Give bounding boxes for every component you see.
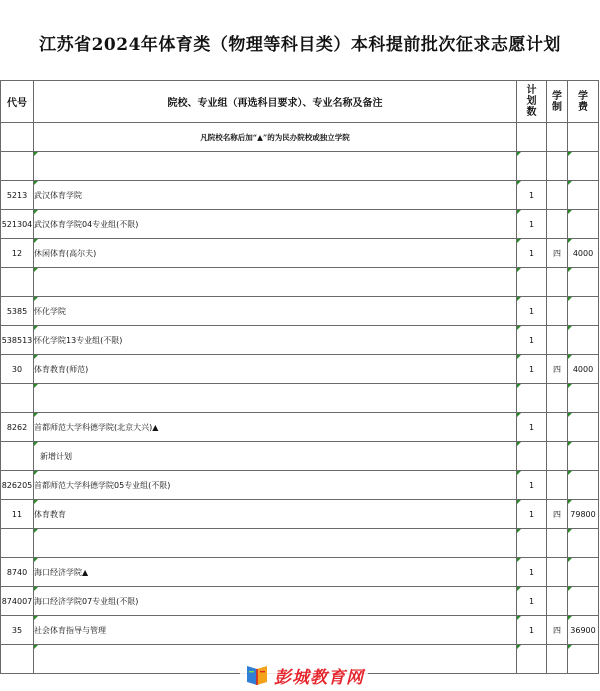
row-plan-cell: 1 [517,587,547,616]
row-fee-cell [568,413,599,442]
row-code-cell: 5385 [1,297,34,326]
row-code-cell [1,268,34,297]
row-fee-cell: 36900 [568,616,599,645]
row-name-cell: 武汉体育学院 [34,181,517,210]
row-plan-cell: 1 [517,558,547,587]
document-title: 江苏省2024年体育类（物理等科目类）本科提前批次征求志愿计划 [39,35,561,55]
row-length-cell [547,471,568,500]
row-length-cell [547,413,568,442]
cell-marker-icon [517,413,521,417]
table-header-row [1,81,599,123]
row-fee-cell [568,210,599,239]
cell-marker-icon [517,587,521,591]
table-row [1,210,599,239]
cell-marker-icon [34,471,38,475]
row-length-cell [547,384,568,413]
row-plan-cell: 1 [517,210,547,239]
cell-marker-icon [568,268,572,272]
table-row [1,442,599,471]
row-code-cell: 11 [1,500,34,529]
column-header-plan: 计 划 数 [517,81,547,123]
cell-marker-icon [517,558,521,562]
row-fee-cell [568,529,599,558]
row-plan-cell: 1 [517,181,547,210]
cell-marker-icon [34,355,38,359]
row-code-cell: 874007 [1,587,34,616]
row-plan-cell [517,442,547,471]
cell-marker-icon [34,587,38,591]
table-row [1,471,599,500]
cell-marker-icon [568,616,572,620]
cell-marker-icon [568,529,572,533]
row-plan-cell: 1 [517,413,547,442]
row-length-cell [547,645,568,674]
cell-marker-icon [34,239,38,243]
table-row [1,529,599,558]
row-plan-cell: 1 [517,326,547,355]
cell-marker-icon [568,500,572,504]
cell-marker-icon [34,384,38,388]
row-plan-cell: 1 [517,239,547,268]
cell-marker-icon [568,239,572,243]
row-length-cell [547,210,568,239]
cell-marker-icon [568,384,572,388]
cell-marker-icon [34,181,38,185]
table-row [1,239,599,268]
row-fee-cell [568,558,599,587]
cell-marker-icon [34,616,38,620]
row-fee-cell [568,587,599,616]
column-header-fee: 学 费 [568,81,599,123]
row-code-cell [1,645,34,674]
table-row [1,297,599,326]
row-fee-cell [568,471,599,500]
row-plan-cell [517,384,547,413]
row-code-cell: 8262 [1,413,34,442]
row-fee-cell [568,268,599,297]
open-book-logo-icon [244,663,270,687]
table-row [1,355,599,384]
note-fee-cell [568,123,599,152]
row-name-cell [34,384,517,413]
row-plan-cell: 1 [517,500,547,529]
site-watermark [240,662,368,688]
row-length-cell: 四 [547,239,568,268]
note-code-cell [1,123,34,152]
table-row [1,326,599,355]
cell-marker-icon [34,529,38,533]
row-plan-cell [517,268,547,297]
cell-marker-icon [568,297,572,301]
cell-marker-icon [34,442,38,446]
cell-marker-icon [568,645,572,649]
row-name-cell: 新增计划 [34,442,517,471]
row-code-cell: 12 [1,239,34,268]
row-name-cell: 怀化学院 [34,297,517,326]
cell-marker-icon [517,326,521,330]
cell-marker-icon [517,297,521,301]
row-length-cell [547,326,568,355]
row-length-cell: 四 [547,616,568,645]
row-fee-cell [568,181,599,210]
row-fee-cell [568,297,599,326]
row-name-cell: 海口经济学院07专业组(不限) [34,587,517,616]
table-row [1,616,599,645]
table-row [1,268,599,297]
cell-marker-icon [517,210,521,214]
row-fee-cell [568,645,599,674]
cell-marker-icon [517,645,521,649]
note-row [1,123,599,152]
row-code-cell: 5213 [1,181,34,210]
row-code-cell [1,442,34,471]
row-code-cell: 35 [1,616,34,645]
table-row [1,413,599,442]
column-header-name: 院校、专业组（再选科目要求）、专业名称及备注 [34,81,517,123]
row-name-cell: 海口经济学院▲ [34,558,517,587]
row-code-cell [1,529,34,558]
cell-marker-icon [34,152,38,156]
row-code-cell: 521304 [1,210,34,239]
table-row [1,558,599,587]
cell-marker-icon [34,326,38,330]
row-length-cell [547,558,568,587]
cell-marker-icon [34,268,38,272]
row-fee-cell [568,326,599,355]
row-fee-cell [568,442,599,471]
row-length-cell [547,152,568,181]
cell-marker-icon [568,355,572,359]
cell-marker-icon [517,384,521,388]
row-name-cell: 武汉体育学院04专业组(不限) [34,210,517,239]
cell-marker-icon [517,616,521,620]
table-row [1,587,599,616]
cell-marker-icon [568,442,572,446]
table-row [1,384,599,413]
row-name-cell: 怀化学院13专业组(不限) [34,326,517,355]
row-fee-cell: 79800 [568,500,599,529]
cell-marker-icon [568,210,572,214]
cell-marker-icon [517,471,521,475]
row-length-cell [547,587,568,616]
cell-marker-icon [517,500,521,504]
cell-marker-icon [517,181,521,185]
cell-marker-icon [517,442,521,446]
row-length-cell: 四 [547,500,568,529]
row-fee-cell [568,152,599,181]
row-length-cell [547,297,568,326]
cell-marker-icon [34,413,38,417]
watermark-text: 彭城教育网 [274,667,364,688]
row-fee-cell [568,384,599,413]
row-name-cell: 体育教育 [34,500,517,529]
cell-marker-icon [568,181,572,185]
table-row [1,181,599,210]
enrollment-plan-table [0,80,599,674]
cell-marker-icon [34,210,38,214]
row-length-cell [547,181,568,210]
row-plan-cell: 1 [517,471,547,500]
private-college-note: 凡院校名称后加“▲”的为民办院校或独立学院 [34,123,517,152]
row-name-cell [34,268,517,297]
cell-marker-icon [34,645,38,649]
row-code-cell: 30 [1,355,34,384]
cell-marker-icon [517,152,521,156]
row-plan-cell: 1 [517,616,547,645]
row-plan-cell [517,529,547,558]
cell-marker-icon [34,500,38,504]
row-name-cell [34,152,517,181]
row-code-cell: 826205 [1,471,34,500]
row-length-cell [547,268,568,297]
cell-marker-icon [568,587,572,591]
row-name-cell [34,529,517,558]
row-plan-cell [517,645,547,674]
row-name-cell: 首都师范大学科德学院(北京大兴)▲ [34,413,517,442]
row-code-cell: 538513 [1,326,34,355]
cell-marker-icon [568,326,572,330]
row-fee-cell: 4000 [568,355,599,384]
row-name-cell: 社会体育指导与管理 [34,616,517,645]
row-name-cell: 首都师范大学科德学院05专业组(不限) [34,471,517,500]
row-plan-cell: 1 [517,355,547,384]
cell-marker-icon [34,558,38,562]
row-name-cell: 体育教育(师范) [34,355,517,384]
cell-marker-icon [34,297,38,301]
table-row [1,500,599,529]
cell-marker-icon [568,558,572,562]
row-length-cell: 四 [547,355,568,384]
row-name-cell: 休闲体育(高尔夫) [34,239,517,268]
cell-marker-icon [568,152,572,156]
cell-marker-icon [568,471,572,475]
row-code-cell: 8740 [1,558,34,587]
row-plan-cell: 1 [517,297,547,326]
note-length-cell [547,123,568,152]
row-fee-cell: 4000 [568,239,599,268]
row-code-cell [1,152,34,181]
row-code-cell [1,384,34,413]
cell-marker-icon [517,355,521,359]
cell-marker-icon [568,413,572,417]
note-plan-cell [517,123,547,152]
cell-marker-icon [517,529,521,533]
cell-marker-icon [517,239,521,243]
row-plan-cell [517,152,547,181]
column-header-code: 代号 [1,81,34,123]
row-length-cell [547,529,568,558]
cell-marker-icon [517,268,521,272]
table-row [1,152,599,181]
row-length-cell [547,442,568,471]
column-header-length: 学 制 [547,81,568,123]
